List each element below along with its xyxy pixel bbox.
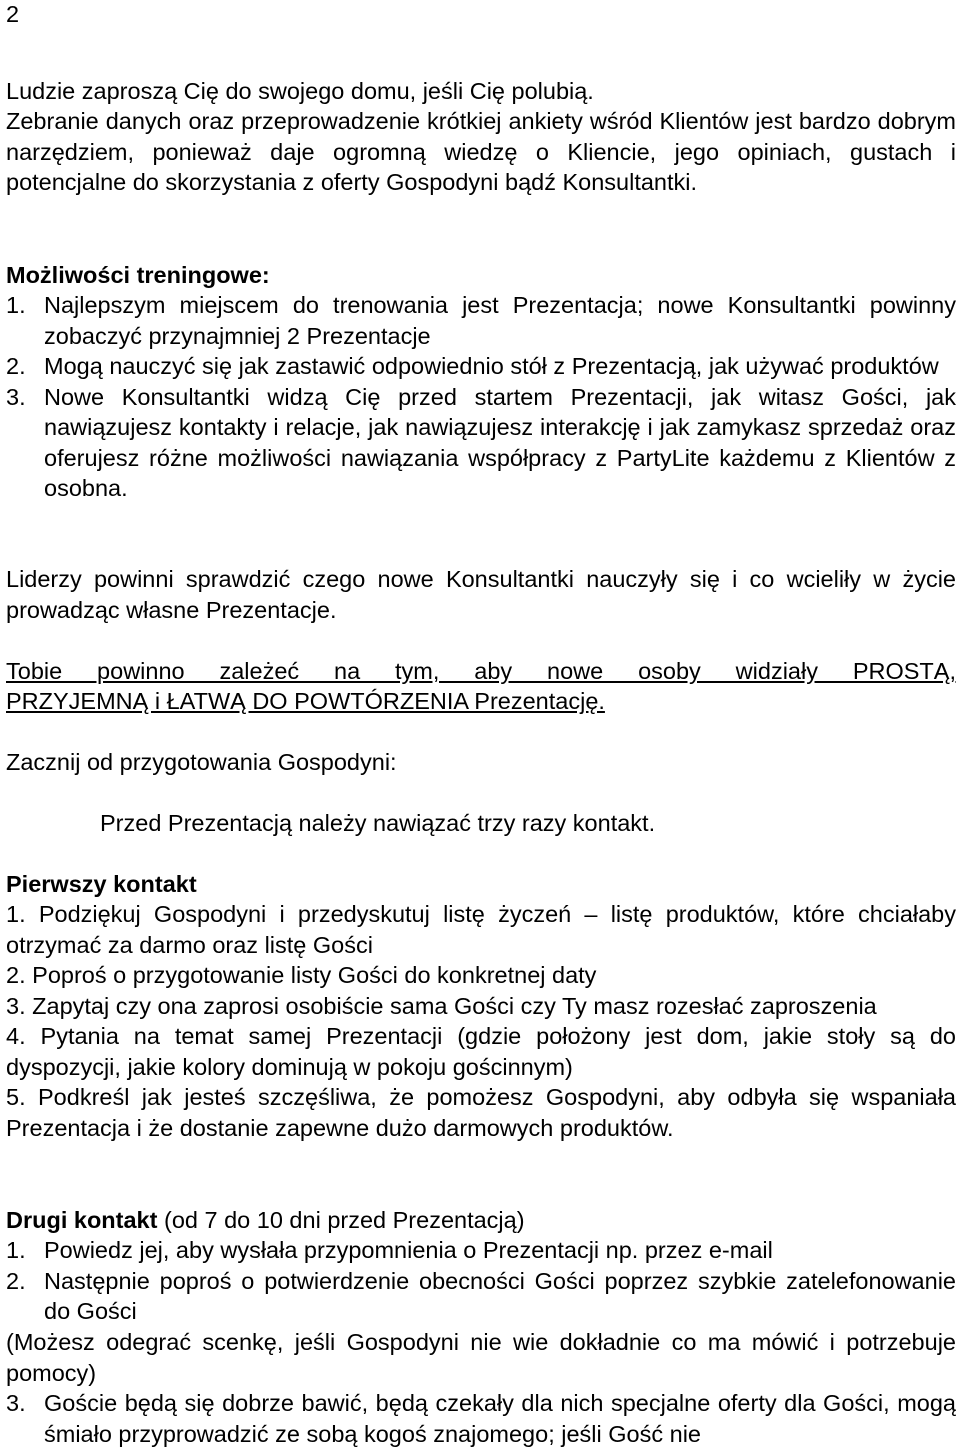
list-item [6,1266,956,1327]
intro-line: Ludzie zaproszą Cię do swojego domu, jeśli Cię polubią. [6,78,594,104]
list-text: Poproś o przygotowanie listy Gości do konkretnej daty [32,962,597,988]
list-text: Podkreśl jak jesteś szczęśliwa, że pomożesz Gospodyni, aby odbyła się wspaniała Prezentacja i że dostanie zapewne dużo darmowych produktów. [6,1084,956,1141]
leaders-paragraph: Liderzy powinni sprawdzić czego nowe Konsultantki nauczyły się i co wcieliły w życie prowadząc własne Prezentacje. [6,566,956,623]
list-number: 2. [6,1267,26,1294]
list-text: Najlepszym miejscem do trenowania jest Prezentacja; nowe Konsultantki powinny zobaczyć przynajmniej 2 Prezentacje [44,292,956,349]
first-contact-heading: Pierwszy kontakt [6,871,197,897]
list-text: Podziękuj Gospodyni i przedyskutuj listę życzeń – listę produktów, które chciałaby otrzymać za darmo oraz listę Gości [6,901,956,958]
list-item [6,899,956,960]
emphasis-line-2: PRZYJEMNĄ i ŁATWĄ DO POWTÓRZENIA Prezentację. [6,688,605,714]
three-contacts-note: Przed Prezentacją należy nawiązać trzy razy kontakt. [100,810,656,836]
list-item [6,1388,956,1449]
second-contact-title: Drugi kontakt [6,1207,158,1233]
second-contact-heading [6,1205,525,1236]
list-item [6,1235,956,1266]
start-heading: Zacznij od przygotowania Gospodyni: [6,749,397,775]
list-text: Powiedz jej, aby wysłała przypomnienia o Prezentacji np. przez e-mail [44,1237,773,1263]
list-number: 5. [6,1084,26,1110]
list-number: 2. [6,353,26,379]
page-number: 2 [6,1,20,27]
list-number: 1. [6,1237,26,1263]
first-contact-list [6,899,956,1143]
list-text: Następnie poproś o potwierdzenie obecności Gości poprzez szybkie zatelefonowanie do Gości [44,1267,956,1324]
list-text: Zapytaj czy ona zaprosi osobiście sama Gości czy Ty masz rozesłać zaproszenia [32,992,877,1019]
list-number: 2. [6,962,26,988]
list-number: 3. [6,383,26,410]
list-number: 1. [6,292,26,318]
list-item [6,991,956,1022]
list-text: Pytania na temat samej Prezentacji (gdzie położony jest dom, jakie stoły są do dyspozycji, jakie kolory dominują w pokoju gościnnym) [6,1023,957,1080]
list-text: Mogą nauczyć się jak zastawić odpowiednio stół z Prezentacją, jak używać produktów [44,353,939,379]
list-item [6,290,956,351]
list-item [6,351,956,382]
list-item [6,960,956,991]
training-list [6,290,956,504]
second-contact-timing: (od 7 do 10 dni przed Prezentacją) [157,1207,525,1233]
list-number: 1. [6,901,26,927]
second-contact-list-continued [6,1388,956,1449]
list-number: 3. [6,1390,26,1416]
list-item [6,1021,956,1082]
list-number: 3. [6,992,26,1019]
list-number: 4. [6,1023,26,1049]
list-text: Nowe Konsultantki widzą Cię przed startem Prezentacji, jak witasz Gości, jak nawiązujesz kontakty i relacje, jak nawiązujesz interakcję i jak zamykasz sprzedaż oraz oferujesz różne możliwości nawiązania współpracy z PartyLite każdemu z Klientów z osobna. [44,383,956,501]
emphasis-line-1: Tobie powinno zależeć na tym, aby nowe osoby widziały PROSTĄ, [6,658,956,684]
intro-paragraph: Zebranie danych oraz przeprowadzenie krótkiej ankiety wśród Klientów jest bardzo dobrym narzędziem, ponieważ daje ogromną wiedzę o Kliencie, jego opiniach, gustach i potencjalne do skorzystania z oferty Gospodyni bądź Konsultantki. [6,108,956,195]
second-contact-note: (Możesz odegrać scenkę, jeśli Gospodyni nie wie dokładnie co ma mówić i potrzebuje pomocy) [6,1329,956,1386]
list-item [6,382,956,504]
training-heading: Możliwości treningowe: [6,262,270,288]
list-text: Goście będą się dobrze bawić, będą czekały dla nich specjalne oferty dla Gości, mogą śmiało przyprowadzić ze sobą kogoś znajomego; jeśli Gość nie [44,1390,956,1447]
list-item [6,1082,956,1143]
second-contact-list [6,1235,956,1327]
